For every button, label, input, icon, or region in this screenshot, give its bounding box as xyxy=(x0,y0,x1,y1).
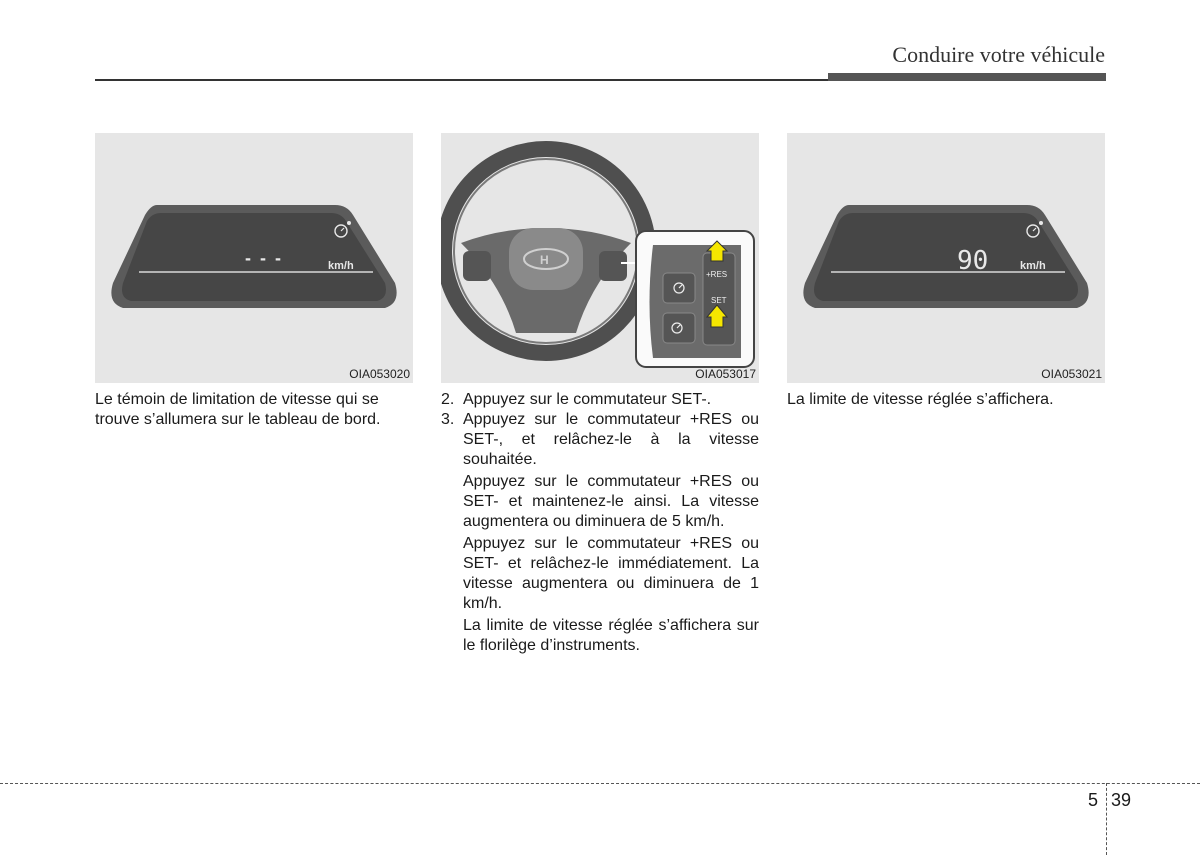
speed-readout: - - - xyxy=(245,248,283,268)
figure-code: OIA053017 xyxy=(695,367,756,381)
footer-dashed-divider xyxy=(1106,783,1107,855)
list-item-paragraph: La limite de vitesse réglée s’affichera sur le florilège d’instruments. xyxy=(463,617,759,654)
figure-code: OIA053020 xyxy=(349,367,410,381)
list-item xyxy=(441,390,759,410)
page-number: 39 xyxy=(1111,790,1132,810)
unit-label: km/h xyxy=(328,260,354,272)
set-label: SET xyxy=(711,296,727,305)
unit-label: km/h xyxy=(1020,260,1046,272)
figure-code: OIA053021 xyxy=(1041,367,1102,381)
col1-text: Le témoin de limitation de vitesse qui se trouve s’allumera sur le tableau de bord. xyxy=(95,391,381,428)
speed-readout: 90 xyxy=(957,246,989,276)
figure-cluster-speed xyxy=(787,133,1105,383)
footer-dashed-rule xyxy=(0,783,1200,784)
header-rule-thick xyxy=(828,73,1106,81)
header-rule-thin xyxy=(95,79,830,81)
col3-text: La limite de vitesse réglée s’affichera. xyxy=(787,391,1054,408)
col2-text xyxy=(441,390,759,656)
figure-steering-wheel xyxy=(441,133,759,383)
list-item-paragraph: Appuyez sur le commutateur +RES ou SET- et relâchez-le immédiatement. La vitesse augmentera ou diminuera de 1 km/h. xyxy=(463,535,759,612)
list-item-paragraph: Appuyez sur le commutateur +RES ou SET- et maintenez-le ainsi. La vitesse augmentera ou diminuera de 5 km/h. xyxy=(463,473,759,530)
svg-text:H: H xyxy=(540,253,549,267)
figure-cluster-dashes xyxy=(95,133,413,383)
list-item xyxy=(441,410,759,470)
list-item-text: Appuyez sur le commutateur +RES ou SET-, et relâchez-le à la vitesse souhaitée. xyxy=(463,411,759,468)
list-item-text: Appuyez sur le commutateur SET-. xyxy=(463,391,712,408)
list-item-number: 2. xyxy=(441,391,455,408)
list-item-number: 3. xyxy=(441,411,455,428)
page-header-title: Conduire votre véhicule xyxy=(892,42,1105,67)
section-number: 5 xyxy=(1088,790,1099,810)
res-label: +RES xyxy=(706,270,728,279)
